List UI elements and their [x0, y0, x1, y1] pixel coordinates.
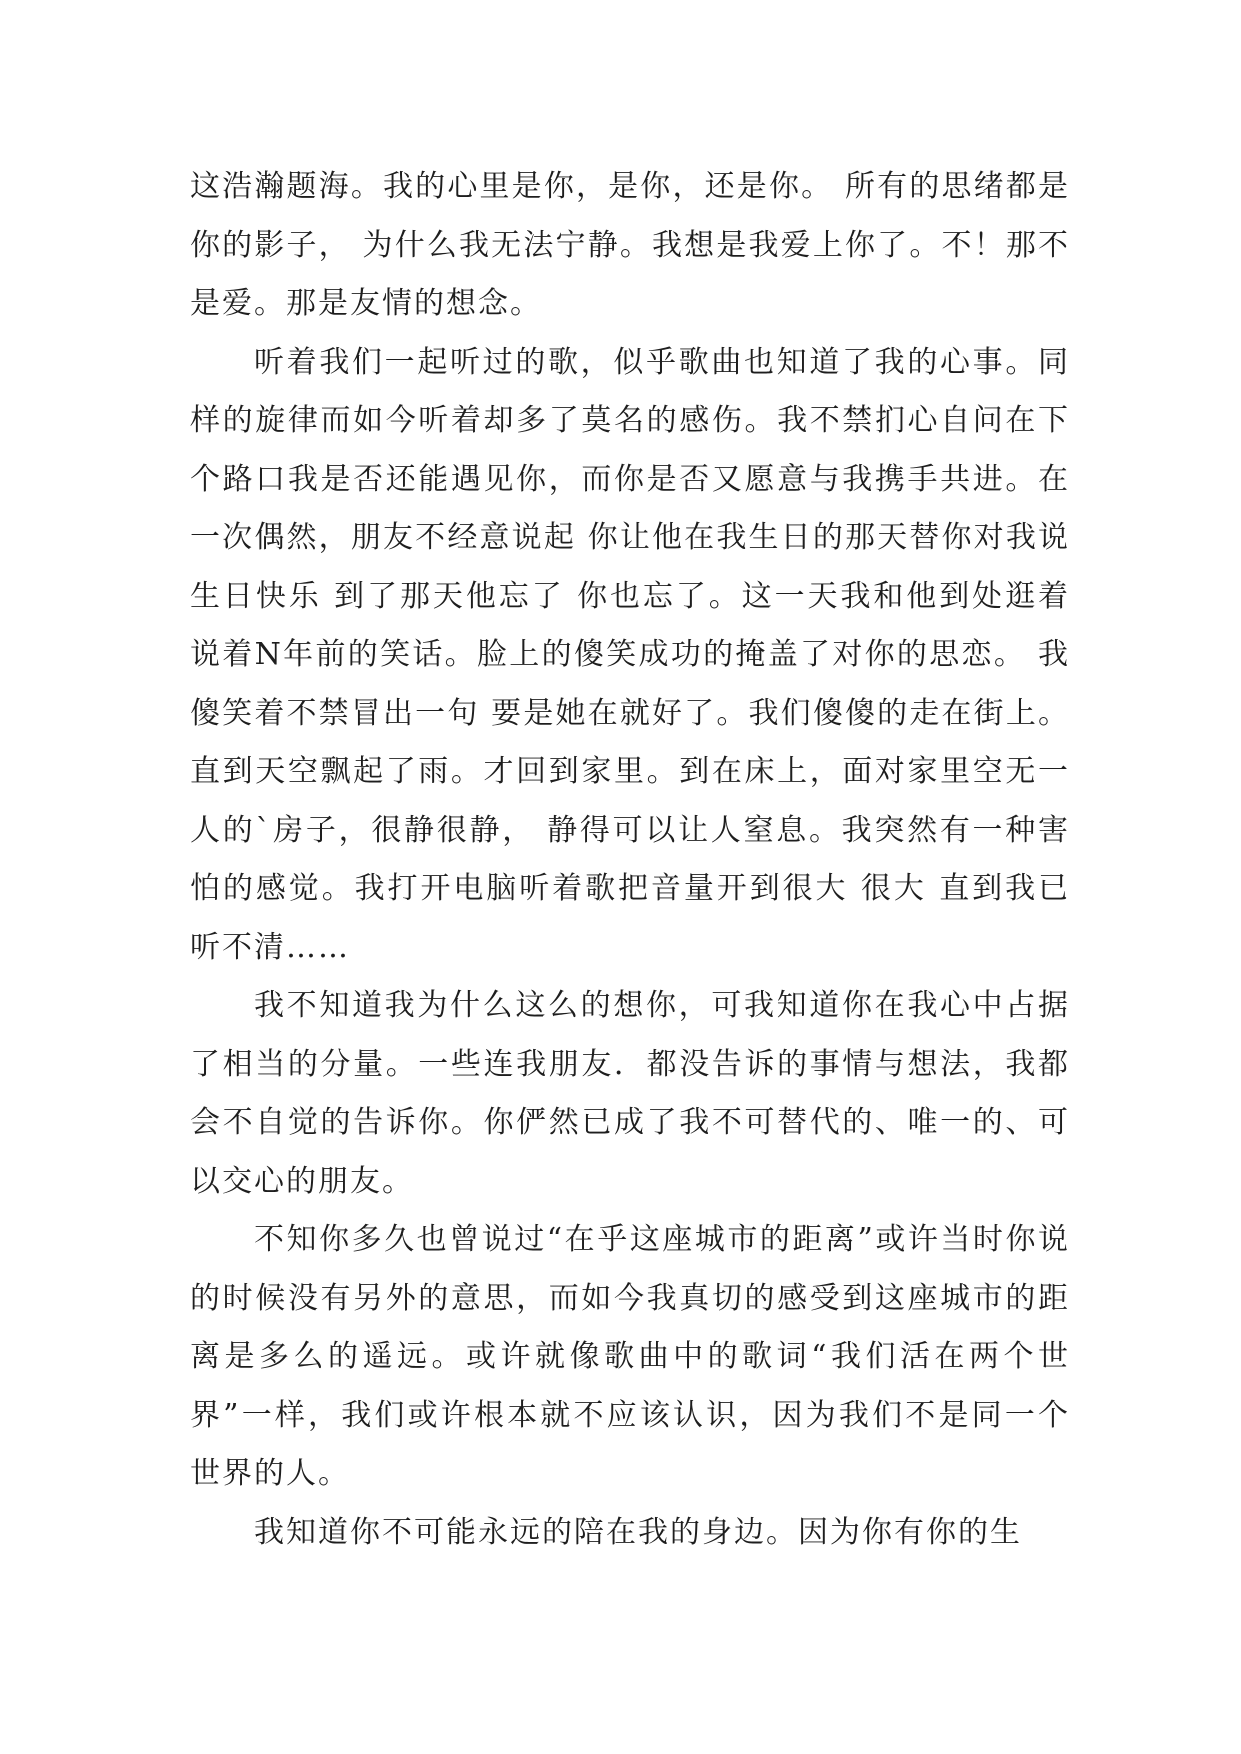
- document-body: [190, 158, 1070, 1562]
- paragraph-3: 我不知道我为什么这么的想你，可我知道你在我心中占据了相当的分量。一些连我朋友．都没告诉的事情与想法，我都会不自觉的告诉你。你俨然已成了我不可替代的、唯一的、可以交心的朋友。: [190, 988, 1070, 1199]
- paragraph-1: 这浩瀚题海。我的心里是你，是你，还是你。 所有的思绪都是你的影子， 为什么我无法宁静。我想是我爱上你了。不！那不是爱。那是友情的想念。: [190, 169, 1070, 321]
- paragraph-5: 我知道你不可能永远的陪在我的身边。因为你有你的生: [254, 1514, 1022, 1550]
- paragraph-4: 不知你多久也曾说过“在乎这座城市的距离”或许当时你说的时候没有另外的意思，而如今我真切的感受到这座城市的距离是多么的遥远。或许就像歌曲中的歌词“我们活在两个世界”一样，我们或许根本就不应该认识，因为我们不是同一个世界的人。: [190, 1222, 1070, 1491]
- paragraph-2: 听着我们一起听过的歌，似乎歌曲也知道了我的心事。同样的旋律而如今听着却多了莫名的感伤。我不禁扪心自问在下个路口我是否还能遇见你，而你是否又愿意与我携手共进。在一次偶然，朋友不经意说起 你让他在我生日的那天替你对我说 生日快乐 到了那天他忘了 你也忘了。这一天我和他到处逛着说着N年前的笑话。脸上的傻笑成功的掩盖了对你的思恋。 我傻笑着不禁冒出一句 要是她在就好了。我们傻傻的走在街上。直到天空飘起了雨。才回到家里。到在床上，面对家里空无一人的`房子，很静很静， 静得可以让人窒息。我突然有一种害怕的感觉。我打开电脑听着歌把音量开到很大 很大 直到我已听不清……: [190, 344, 1070, 965]
